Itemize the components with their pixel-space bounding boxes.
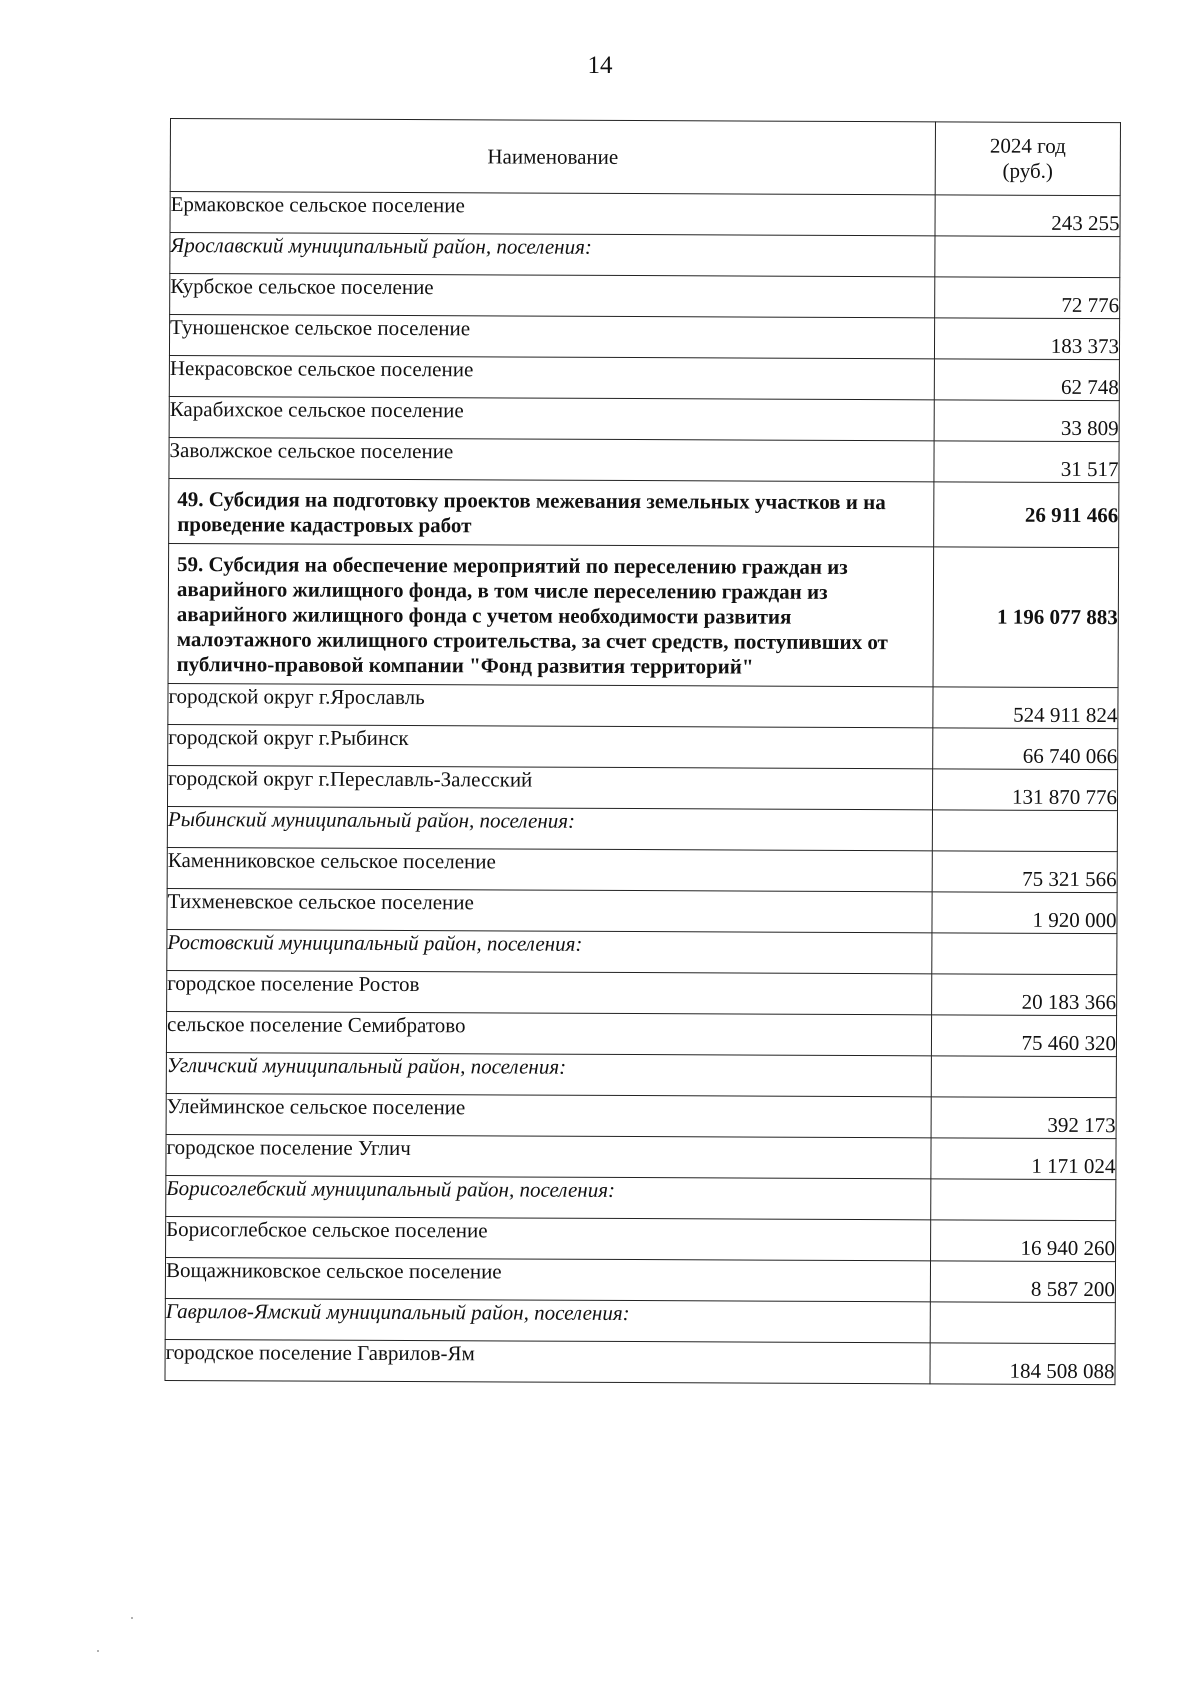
row-value: 8 587 200 <box>930 1261 1115 1303</box>
row-name: городской округ г.Рыбинск <box>168 724 933 768</box>
row-name: Рыбинский муниципальный район, поселения: <box>167 806 932 850</box>
header-year-label: 2024 год <box>989 133 1066 158</box>
row-value: 131 870 776 <box>932 769 1117 811</box>
row-name: Туношенское сельское поселение <box>169 315 934 359</box>
row-value: 75 321 566 <box>932 851 1117 893</box>
row-value: 184 508 088 <box>930 1343 1115 1385</box>
row-value: 392 173 <box>931 1097 1116 1139</box>
table-row <box>168 683 1118 728</box>
table-row-group <box>167 806 1117 851</box>
row-name: городской округ г.Ярославль <box>168 683 933 727</box>
table-row <box>166 1216 1116 1261</box>
row-value: 33 809 <box>934 400 1119 442</box>
table-row-group <box>166 1175 1116 1220</box>
row-name: Курбское сельское поселение <box>170 274 935 318</box>
row-name: сельское поселение Семибратово <box>166 1011 931 1055</box>
row-value: 243 255 <box>935 195 1120 237</box>
table-row <box>167 765 1117 810</box>
subsidy-table <box>164 118 1121 1385</box>
table-row-group <box>166 1052 1116 1097</box>
row-name: Ростовский муниципальный район, поселения: <box>167 929 932 973</box>
row-name: городское поселение Углич <box>166 1134 931 1178</box>
row-value: 183 373 <box>934 318 1119 360</box>
row-name: Ярославский муниципальный район, поселения: <box>170 233 935 277</box>
table-row <box>170 274 1120 319</box>
table-row <box>169 396 1119 441</box>
row-name: городское поселение Гаврилов-Ям <box>165 1339 930 1383</box>
row-name: Угличский муниципальный район, поселения: <box>166 1052 931 1096</box>
header-year <box>935 122 1120 196</box>
row-value <box>932 810 1117 852</box>
row-name: Борисоглебский муниципальный район, поселения: <box>166 1175 931 1219</box>
table-row-section <box>168 543 1119 687</box>
row-name: Ермаковское сельское поселение <box>170 192 935 236</box>
table-row <box>166 1011 1116 1056</box>
row-value: 16 940 260 <box>931 1220 1116 1262</box>
table-row <box>166 1093 1116 1138</box>
row-name: Карабихское сельское поселение <box>169 396 934 440</box>
table-row <box>165 1339 1115 1384</box>
row-name: Вощажниковское сельское поселение <box>165 1257 930 1301</box>
scan-speck <box>97 1650 99 1652</box>
table-row <box>167 888 1117 933</box>
table-row <box>169 315 1119 360</box>
header-year-unit: (руб.) <box>1002 158 1054 183</box>
row-value: 1 920 000 <box>932 892 1117 934</box>
row-value: 66 740 066 <box>933 728 1118 770</box>
page-number: 14 <box>587 52 613 79</box>
row-value <box>931 1056 1116 1098</box>
row-name: Улейминское сельское поселение <box>166 1093 931 1137</box>
row-value: 62 748 <box>934 359 1119 401</box>
table-row-group <box>165 1298 1115 1343</box>
row-value: 75 460 320 <box>931 1015 1116 1057</box>
row-value: 72 776 <box>935 277 1120 319</box>
table-row <box>166 1134 1116 1179</box>
row-value <box>931 1179 1116 1221</box>
section-title: 49. Субсидия на подготовку проектов межевания земельных участков и на проведение кадастровых работ <box>169 478 934 546</box>
row-value <box>932 933 1117 975</box>
row-name: Тихменевское сельское поселение <box>167 888 932 932</box>
row-name: Некрасовское сельское поселение <box>169 355 934 399</box>
table-row-section <box>169 478 1119 547</box>
table-row <box>165 1257 1115 1302</box>
table-row <box>170 192 1120 237</box>
row-name: Гаврилов-Ямский муниципальный район, поселения: <box>165 1298 930 1342</box>
row-name: Каменниковское сельское поселение <box>167 847 932 891</box>
table-row-group <box>167 929 1117 974</box>
row-value <box>930 1302 1115 1344</box>
table-row <box>167 847 1117 892</box>
header-name: Наименование <box>170 119 935 195</box>
row-value: 20 183 366 <box>932 974 1117 1016</box>
table-row <box>168 724 1118 769</box>
table-row-group <box>170 233 1120 278</box>
section-total: 1 196 077 883 <box>933 547 1119 688</box>
scan-speck <box>131 1617 133 1619</box>
table-row <box>169 437 1119 482</box>
row-value: 31 517 <box>934 441 1119 483</box>
table-row <box>167 970 1117 1015</box>
section-total: 26 911 466 <box>934 482 1119 548</box>
section-title: 59. Субсидия на обеспечение мероприятий по переселению граждан из аварийного жилищного фонда, в том числе переселению граждан из аварийного жилищного фонда с учетом необходимости развития малоэтажного жилищного строительства, за счет средств, поступивших от публично-правовой компании "Фонд развития территорий" <box>168 543 934 686</box>
table-header-row <box>170 119 1120 196</box>
row-name: городское поселение Ростов <box>167 970 932 1014</box>
row-value <box>935 236 1120 278</box>
table-row <box>169 355 1119 400</box>
row-value: 524 911 824 <box>933 687 1118 729</box>
row-name: Борисоглебское сельское поселение <box>166 1216 931 1260</box>
row-value: 1 171 024 <box>931 1138 1116 1180</box>
row-name: городской округ г.Переславль-Залесский <box>167 765 932 809</box>
row-name: Заволжское сельское поселение <box>169 437 934 481</box>
